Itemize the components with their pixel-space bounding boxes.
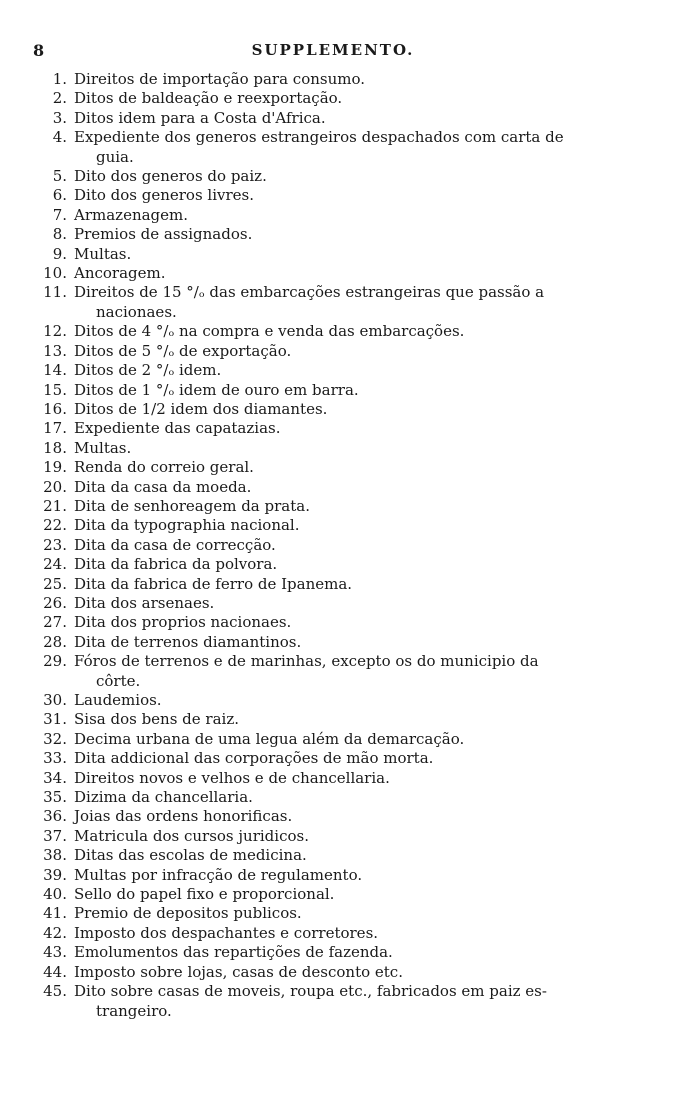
list-item (30, 943, 608, 962)
list-item (30, 400, 608, 419)
list-item (30, 497, 608, 516)
item-text: Multas por infracção de regulamento. (74, 865, 363, 884)
item-text: Expediente das capatazias. (74, 419, 281, 438)
item-text: Dita da casa da moeda. (74, 477, 252, 496)
list-item (30, 963, 608, 982)
item-text: Decima urbana de uma legua além da demarcação. (74, 729, 465, 748)
list-item (30, 769, 608, 788)
item-number: 44. (43, 962, 67, 981)
item-number: 41. (43, 904, 67, 923)
list-item (30, 225, 608, 244)
list-item (30, 128, 608, 167)
item-text: Premios de assignados. (74, 225, 253, 244)
list-item (30, 730, 608, 749)
item-text: Fóros de terrenos e de marinhas, excepto os do municipio da (74, 652, 539, 671)
item-continuation: côrte. (96, 671, 141, 690)
list-item (30, 439, 608, 458)
list-item (30, 924, 608, 943)
list-item (30, 89, 608, 108)
item-text: Ancoragem. (74, 264, 166, 283)
list-item (30, 342, 608, 361)
item-text: Dita de senhoreagem da prata. (74, 496, 310, 515)
item-number: 34. (43, 768, 67, 787)
item-number: 2. (52, 89, 67, 108)
item-text: Dita da casa de correcção. (74, 535, 276, 554)
item-text: Sisa dos bens de raiz. (74, 710, 240, 729)
item-number: 9. (52, 244, 67, 263)
item-text: Ditos de 1 °/ₒ idem de ouro em barra. (74, 380, 359, 399)
list-item (30, 633, 608, 652)
item-number: 12. (43, 322, 67, 341)
list-item (30, 846, 608, 865)
item-text: Dito sobre casas de moveis, roupa etc., fabricados em paiz es- (74, 982, 547, 1001)
item-text: Ditos de 4 °/ₒ na compra e venda das embarcações. (74, 322, 465, 341)
item-number: 25. (43, 574, 67, 593)
item-number: 13. (43, 341, 67, 360)
item-number: 21. (43, 496, 67, 515)
list-item (30, 381, 608, 400)
running-title: SUPPLEMENTO. (251, 41, 415, 59)
item-number: 28. (43, 632, 67, 651)
item-number: 15. (43, 380, 67, 399)
item-number: 33. (43, 749, 67, 768)
item-number: 23. (43, 535, 67, 554)
item-text: Ditos idem para a Costa d'Africa. (74, 108, 326, 127)
item-text: Imposto dos despachantes e corretores. (74, 923, 379, 942)
item-number: 11. (43, 283, 67, 302)
item-number: 18. (43, 438, 67, 457)
item-number: 30. (43, 691, 67, 709)
list-item (30, 575, 608, 594)
item-continuation: trangeiro. (96, 1001, 172, 1020)
list-item (30, 788, 608, 807)
item-number: 4. (52, 128, 67, 147)
item-text: Dita da typographia nacional. (74, 516, 300, 535)
item-number: 42. (43, 923, 67, 942)
item-text: Ditas das escolas de medicina. (74, 846, 307, 865)
list-item (30, 458, 608, 477)
item-number: 1. (52, 70, 67, 88)
item-text: Dita de terrenos diamantinos. (74, 632, 302, 651)
item-number: 37. (43, 826, 67, 845)
item-number: 36. (43, 807, 67, 826)
item-number: 40. (43, 885, 67, 904)
revenue-items-list (30, 70, 608, 1021)
list-item (30, 807, 608, 826)
item-number: 38. (43, 846, 67, 865)
item-number: 31. (43, 710, 67, 729)
item-number: 24. (43, 555, 67, 574)
list-item (30, 904, 608, 923)
list-item (30, 478, 608, 497)
item-text: Premio de depositos publicos. (74, 904, 302, 923)
item-number: 22. (43, 516, 67, 535)
item-text: Direitos de 15 °/ₒ das embarcações estrangeiras que passão a (74, 283, 545, 302)
item-number: 39. (43, 865, 67, 884)
list-item (30, 866, 608, 885)
item-number: 3. (52, 108, 67, 127)
item-text: Expediente dos generos estrangeiros despachados com carta de (74, 128, 564, 147)
item-text: Ditos de 2 °/ₒ idem. (74, 361, 222, 380)
list-item (30, 594, 608, 613)
item-continuation: nacionaes. (96, 302, 177, 321)
item-number: 8. (52, 225, 67, 244)
list-item (30, 206, 608, 225)
item-number: 35. (43, 788, 67, 807)
item-number: 26. (43, 593, 67, 612)
item-text: Ditos de 1/2 idem dos diamantes. (74, 399, 328, 418)
item-number: 16. (43, 399, 67, 418)
item-text: Dizima da chancellaria. (74, 788, 253, 807)
item-text: Ditos de baldeação e reexportação. (74, 89, 343, 108)
list-item (30, 691, 608, 710)
item-text: Imposto sobre lojas, casas de desconto etc. (74, 962, 403, 981)
item-text: Multas. (74, 438, 132, 457)
list-item (30, 167, 608, 186)
item-text: Direitos novos e velhos e de chancellaria. (74, 768, 390, 787)
item-number: 5. (52, 167, 67, 186)
item-number: 19. (43, 458, 67, 477)
item-text: Dita da fabrica de ferro de Ipanema. (74, 574, 353, 593)
item-number: 32. (43, 729, 67, 748)
item-text: Dito dos generos do paiz. (74, 167, 267, 186)
list-item (30, 245, 608, 264)
list-item (30, 186, 608, 205)
item-number: 20. (43, 477, 67, 496)
list-item (30, 885, 608, 904)
item-text: Dito dos generos livres. (74, 186, 255, 205)
item-text: Matricula dos cursos juridicos. (74, 826, 309, 845)
item-continuation: guia. (96, 147, 134, 166)
list-item (30, 710, 608, 729)
item-number: 27. (43, 613, 67, 632)
item-text: Direitos de importação para consumo. (74, 70, 366, 88)
item-number: 10. (43, 264, 67, 283)
list-item (30, 516, 608, 535)
list-item (30, 419, 608, 438)
item-text: Dita dos arsenaes. (74, 593, 215, 612)
item-number: 7. (52, 205, 67, 224)
list-item (30, 283, 608, 322)
list-item (30, 749, 608, 768)
list-item (30, 652, 608, 691)
item-number: 6. (52, 186, 67, 205)
item-text: Sello do papel fixo e proporcional. (74, 885, 335, 904)
list-item (30, 322, 608, 341)
item-text: Ditos de 5 °/ₒ de exportação. (74, 341, 292, 360)
list-item (30, 613, 608, 632)
list-item (30, 109, 608, 128)
list-item (30, 555, 608, 574)
item-text: Dita addicional das corporações de mão morta. (74, 749, 434, 768)
item-text: Emolumentos das repartições de fazenda. (74, 943, 393, 962)
list-item (30, 827, 608, 846)
item-text: Joias das ordens honorificas. (74, 807, 293, 826)
page-number: 8 (33, 41, 45, 60)
list-item (30, 264, 608, 283)
list-item (30, 70, 608, 89)
item-text: Laudemios. (74, 691, 162, 709)
item-number: 43. (43, 943, 67, 962)
list-item (30, 982, 608, 1021)
item-number: 14. (43, 361, 67, 380)
item-number: 17. (43, 419, 67, 438)
item-number: 45. (43, 982, 67, 1001)
item-text: Dita da fabrica da polvora. (74, 555, 278, 574)
page-header (33, 41, 633, 65)
list-item (30, 536, 608, 555)
item-text: Renda do correio geral. (74, 458, 254, 477)
list-item (30, 361, 608, 380)
item-text: Dita dos proprios nacionaes. (74, 613, 292, 632)
item-text: Multas. (74, 244, 132, 263)
item-number: 29. (43, 652, 67, 671)
item-text: Armazenagem. (74, 205, 189, 224)
